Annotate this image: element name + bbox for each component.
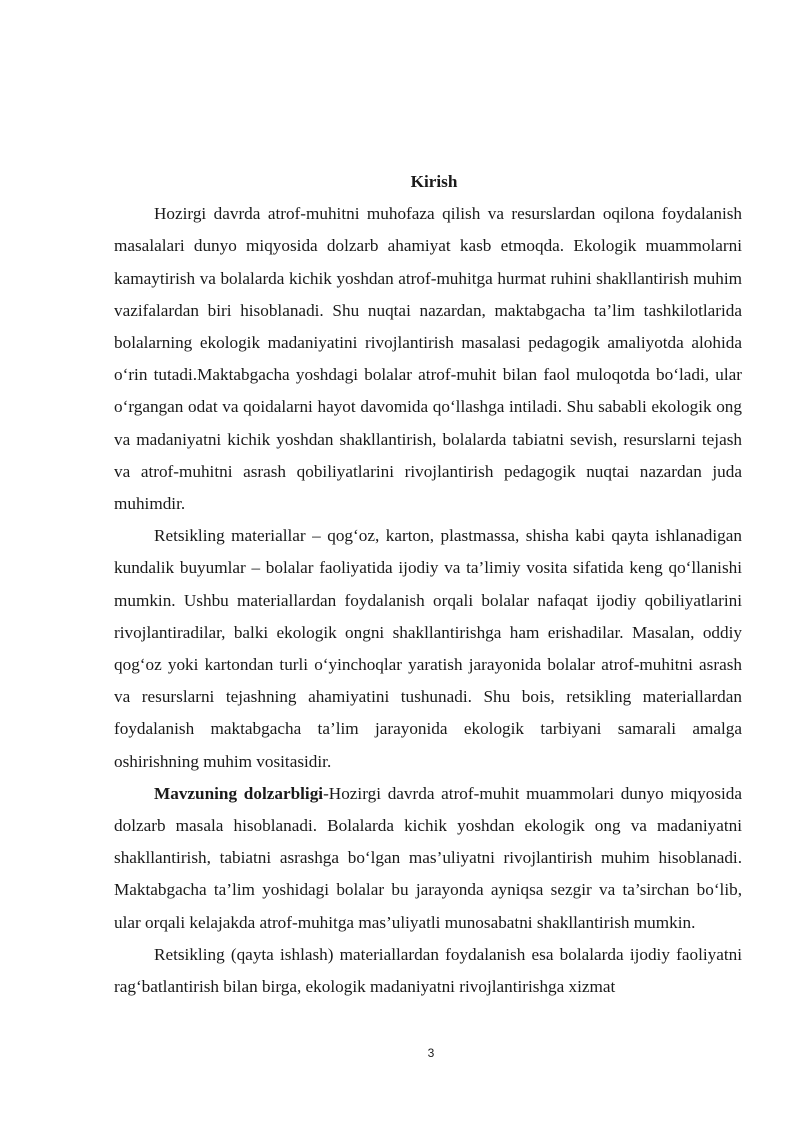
- section-heading: Kirish: [410, 172, 458, 191]
- topic-relevance-label: Mavzuning dolzarbligi: [154, 783, 324, 803]
- topic-relevance-text: -Hozirgi davrda atrof-muhit muammolari dunyo miqyosida dolzarb masala hisoblanadi. Bolalarda kichik yoshdan ekologik ong va madaniyatni shakllantirish, tabiatni asrashga bo‘lgan mas’uliyatni rivojlantirish muhim hisoblanadi. Maktabgacha ta’lim yoshidagi bolalar bu jarayonda ayniqsa sezgir va ta’sirchan bo‘lib, ular orqali kelajakda atrof-muhitga mas’uliyatli munosabatni shakllantirish mumkin.: [114, 783, 743, 932]
- paragraph-topic-relevance: [114, 778, 742, 939]
- page-number: 3: [427, 1046, 435, 1060]
- paragraph-recycling-use: Retsikling (qayta ishlash) materiallardan foydalanish esa bolalarda ijodiy faoliyatni rag‘batlantirish bilan birga, ekologik madaniyatni rivojlantirishga xizmat: [114, 944, 742, 997]
- paragraph-recycling-materials: Retsikling materiallar – qog‘oz, karton, plastmassa, shisha kabi qayta ishlanadigan kundalik buyumlar – bolalar faoliyatida ijodiy va ta’limiy vosita sifatida keng qo‘llanishi mumkin. Ushbu materiallardan foydalanish orqali bolalar nafaqat ijodiy qobiliyatlarini rivojlantiradilar, balki ekologik ongni shakllantirishga ham erishadilar. Masalan, oddiy qog‘oz yoki kartondan turli o‘yinchoqlar yaratish jarayonida bolalar atrof-muhitni asrash va resurslarni tejashning ahamiyatini tushunadi. Shu bois, retsikling materiallardan foydalanish maktabgacha ta’lim jarayonida ekologik tarbiyani samarali amalga oshirishning muhim vositasidir.: [114, 526, 742, 771]
- document-body: [114, 166, 742, 1003]
- paragraph-introduction: Hozirgi davrda atrof-muhitni muhofaza qilish va resurslardan oqilona foydalanish masalalari dunyo miqyosida dolzarb ahamiyat kasb etmoqda. Ekologik muammolarni kamaytirish va bolalarda kichik yoshdan atrof-muhitga hurmat ruhini shakllantirish muhim vazifalardan biri hisoblanadi. Shu nuqtai nazardan, maktabgacha ta’lim tashkilotlarida bolalarning ekologik madaniyatini rivojlantirish masalasi pedagogik amaliyotda alohida o‘rin tutadi.Maktabgacha yoshdagi bolalar atrof-muhit bilan faol muloqotda bo‘ladi, ular o‘rgangan odat va qoidalarni hayot davomida qo‘llashga intiladi. Shu sababli ekologik ong va madaniyatni kichik yoshdan shakllantirish, bolalarda tabiatni sevish, resurslarni tejash va atrof-muhitni asrash qobiliyatlarini rivojlantirish pedagogik nuqtai nazardan juda muhimdir.: [114, 204, 742, 514]
